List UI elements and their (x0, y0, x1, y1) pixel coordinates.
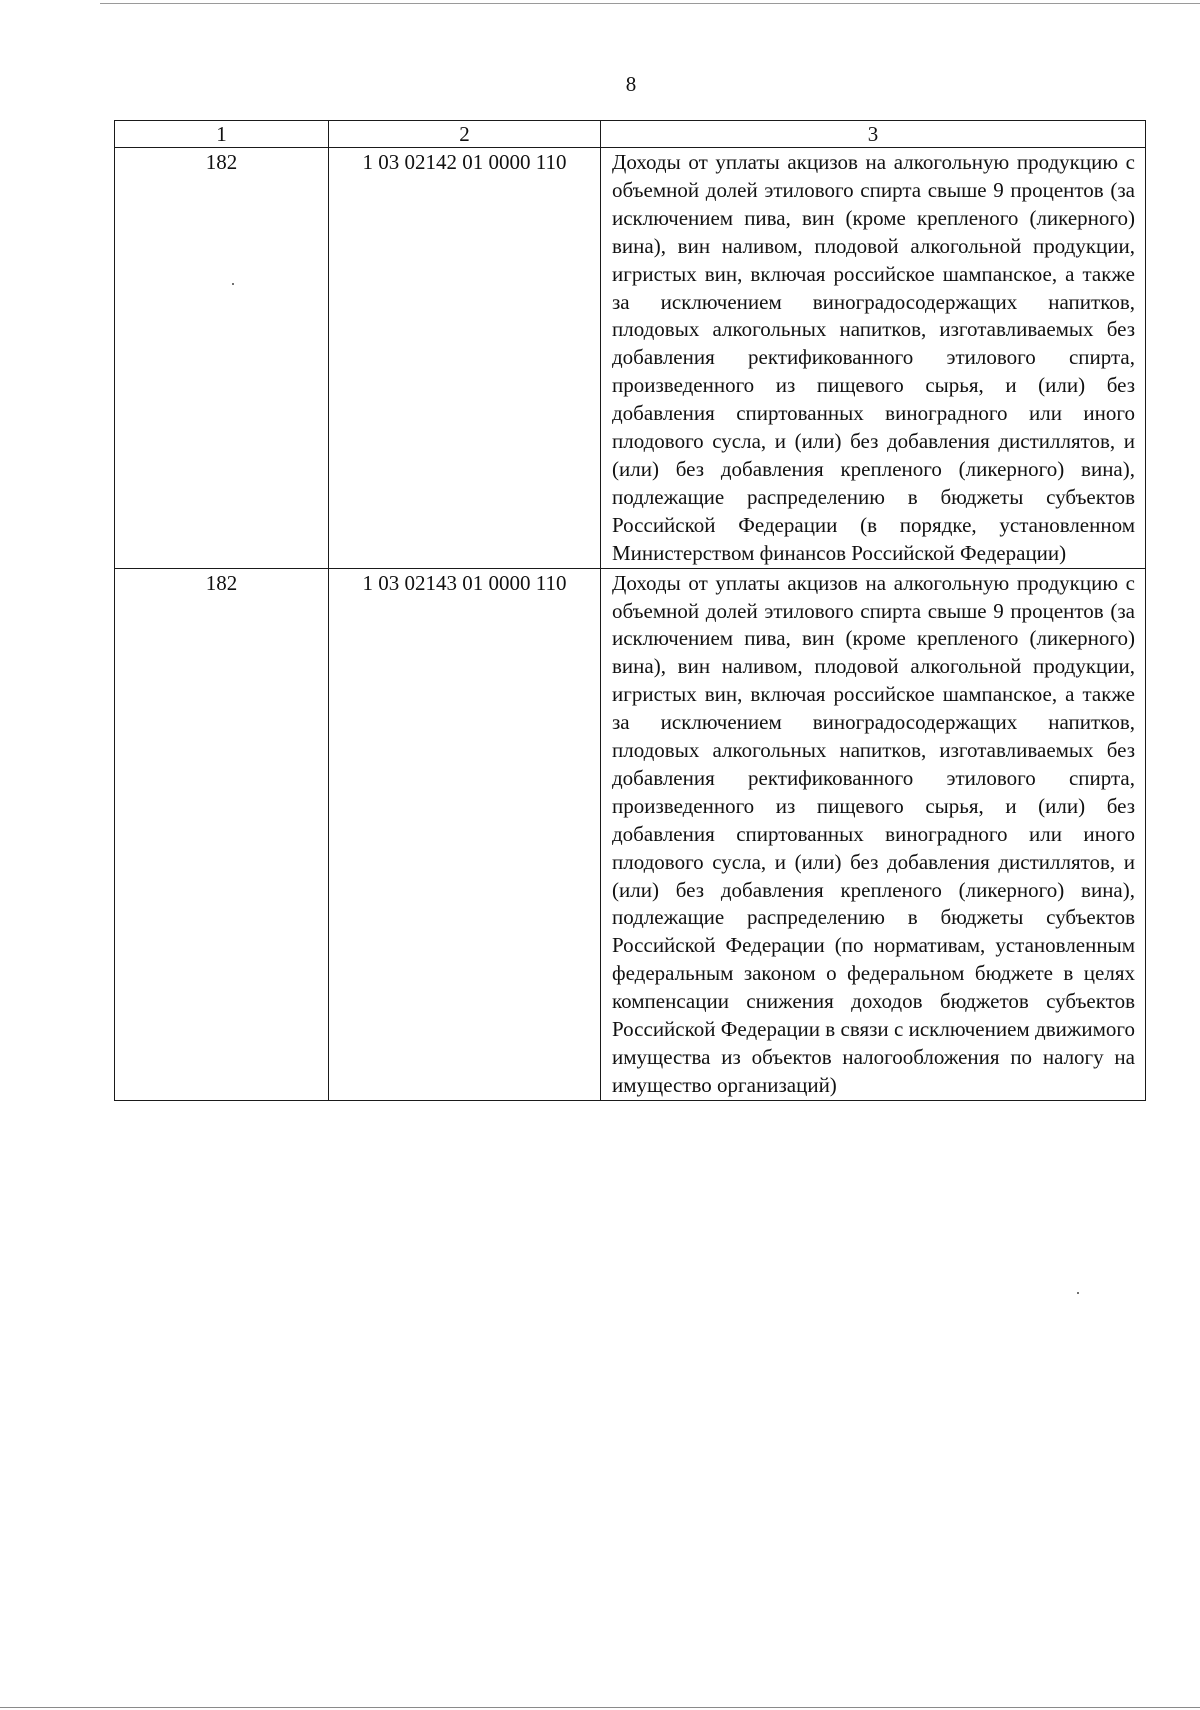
table-header-row (115, 121, 1146, 148)
revenue-codes-table (114, 120, 1146, 1101)
table-row (115, 568, 1146, 1100)
kbk-code-cell: 1 03 02143 01 0000 110 (329, 568, 601, 1100)
admin-code-cell: 182 (115, 568, 329, 1100)
table-row (115, 148, 1146, 569)
description-cell: Доходы от уплаты акцизов на алкогольную продукцию с объемной долей этилового спирта свыше 9 процентов (за исключением пива, вин (кроме крепленого (ликерного) вина), вин наливом, плодовой алкогольной продукции, игристых вин, включая российское шампанское, а также за исключением виноградосодержащих напитков, плодовых алкогольных напитков, изготавливаемых без добавления ректификованного этилового спирта, произведенного из пищевого сырья, и (или) без добавления спиртованных виноградного или иного плодового сусла, и (или) без добавления дистиллятов, и (или) без добавления крепленого (ликерного) вина), подлежащие распределению в бюджеты субъектов Российской Федерации (в порядке, установленном Министерством финансов Российской Федерации) (601, 148, 1146, 569)
column-header-1: 1 (115, 121, 329, 148)
kbk-code-cell: 1 03 02142 01 0000 110 (329, 148, 601, 569)
scan-edge-top (100, 3, 1200, 4)
scan-edge-bottom (0, 1707, 1200, 1708)
scan-speck (1077, 1292, 1079, 1294)
column-header-3: 3 (601, 121, 1146, 148)
page-number: 8 (625, 72, 637, 96)
description-cell: Доходы от уплаты акцизов на алкогольную продукцию с объемной долей этилового спирта свыше 9 процентов (за исключением пива, вин (кроме крепленого (ликерного) вина), вин наливом, плодовой алкогольной продукции, игристых вин, включая российское шампанское, а также за исключением виноградосодержащих напитков, плодовых алкогольных напитков, изготавливаемых без добавления ректификованного этилового спирта, произведенного из пищевого сырья, и (или) без добавления спиртованных виноградного или иного плодового сусла, и (или) без добавления дистиллятов, и (или) без добавления крепленого (ликерного) вина), подлежащие распределению в бюджеты субъектов Российской Федерации (по нормативам, установленным федеральным законом о федеральном бюджете в целях компенсации снижения доходов бюджетов субъектов Российской Федерации в связи с исключением движимого имущества из объектов налогообложения по налогу на имущество организаций) (601, 568, 1146, 1100)
admin-code-cell: 182 (115, 148, 329, 569)
column-header-2: 2 (329, 121, 601, 148)
scan-speck (232, 283, 234, 285)
